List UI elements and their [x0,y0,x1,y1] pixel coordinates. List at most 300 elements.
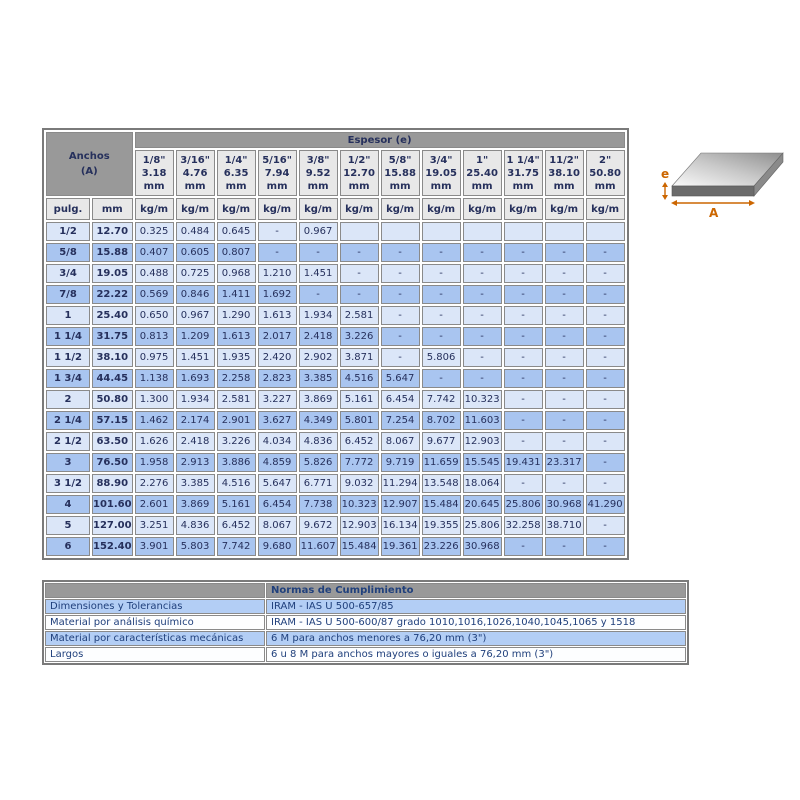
weight-value-cell: 0.846 [176,285,215,304]
weight-value-cell: 0.968 [217,264,256,283]
width-mm-cell: 19.05 [92,264,133,283]
weight-value-cell: 11.294 [381,474,420,493]
width-mm-cell: 88.90 [92,474,133,493]
weight-value-cell: 12.907 [381,495,420,514]
weight-value-cell: 9.719 [381,453,420,472]
width-inch-cell: 1/2 [46,222,90,241]
width-inch-cell: 2 [46,390,90,409]
thickness-header-cell: 3/16" 4.76 mm [176,150,215,196]
weight-value-cell: - [545,348,584,367]
pulg-unit-cell: pulg. [46,198,90,220]
flat-bar-illustration [656,140,800,224]
width-row [46,348,625,367]
weight-value-cell: 1.451 [299,264,338,283]
weight-value-cell: 5.647 [258,474,297,493]
weight-value-cell: 25.806 [504,495,543,514]
weight-value-cell: 3.226 [340,327,379,346]
espesor-header-cell: Espesor (e) [135,132,625,148]
weights-table [42,128,629,560]
width-mm-cell: 50.80 [92,390,133,409]
weight-value-cell: - [504,411,543,430]
weight-value-cell: - [586,306,625,325]
weight-value-cell: - [463,264,502,283]
weight-value-cell: - [422,369,461,388]
weight-value-cell: 9.672 [299,516,338,535]
weight-value-cell: - [545,390,584,409]
weight-value-cell: - [422,264,461,283]
weight-value-cell: 15.545 [463,453,502,472]
weight-value-cell: 2.913 [176,453,215,472]
weight-value-cell: - [545,411,584,430]
weight-value-cell: 2.601 [135,495,174,514]
weight-value-cell: 2.258 [217,369,256,388]
weight-value-cell: 1.411 [217,285,256,304]
normas-label-cell: Material por análisis químico [45,615,265,630]
weight-value-cell: 19.361 [381,537,420,556]
weight-value-cell: 11.607 [299,537,338,556]
weight-value-cell: - [258,243,297,262]
weight-value-cell: 1.935 [217,348,256,367]
normas-table-container [42,580,689,665]
weight-value-cell: 1.462 [135,411,174,430]
weight-value-cell: 15.484 [422,495,461,514]
weight-value-cell: - [504,390,543,409]
weight-value-cell: - [381,285,420,304]
width-inch-cell: 2 1/2 [46,432,90,451]
normas-value-cell: IRAM - IAS U 500-657/85 [266,599,686,614]
thickness-header-cell: 1" 25.40 mm [463,150,502,196]
weight-value-cell: - [381,306,420,325]
weight-value-cell: - [504,243,543,262]
weight-value-cell: 9.032 [340,474,379,493]
weight-value-cell: 1.693 [176,369,215,388]
weight-value-cell: 5.647 [381,369,420,388]
weight-value-cell: - [422,285,461,304]
normas-header-row [45,583,686,598]
weight-value-cell: 8.067 [258,516,297,535]
weight-value-cell: - [463,306,502,325]
weight-value-cell: 1.613 [217,327,256,346]
weight-value-cell: 4.516 [340,369,379,388]
width-mm-cell: 101.60 [92,495,133,514]
weight-value-cell: 3.886 [217,453,256,472]
weight-value-cell: - [545,432,584,451]
width-row [46,222,625,241]
weight-value-cell: - [340,264,379,283]
weight-value-cell: 5.806 [422,348,461,367]
weight-value-cell: 11.603 [463,411,502,430]
weight-value-cell: - [504,474,543,493]
width-mm-cell: 44.45 [92,369,133,388]
weight-value-cell: 1.451 [176,348,215,367]
thickness-header-cell: 1/4" 6.35 mm [217,150,256,196]
weight-value-cell: 2.902 [299,348,338,367]
kgm-unit-cell: kg/m [545,198,584,220]
weight-value-cell: - [545,537,584,556]
weight-value-cell: 30.968 [463,537,502,556]
kgm-unit-cell: kg/m [422,198,461,220]
weight-value-cell: 4.859 [258,453,297,472]
weight-value-cell: 0.807 [217,243,256,262]
kgm-unit-cell: kg/m [258,198,297,220]
weight-value-cell [545,222,584,241]
kgm-unit-cell: kg/m [135,198,174,220]
width-arrow-left-head [671,200,677,206]
weight-value-cell: 3.226 [217,432,256,451]
weight-value-cell: - [586,348,625,367]
weight-value-cell: 6.452 [340,432,379,451]
kgm-unit-cell: kg/m [504,198,543,220]
thickness-arrow-bottom-head [662,195,668,200]
weight-value-cell: 1.290 [217,306,256,325]
weight-value-cell: - [586,285,625,304]
weight-value-cell: 2.420 [258,348,297,367]
weight-value-cell: 5.803 [176,537,215,556]
weight-value-cell: - [299,243,338,262]
weight-value-cell: 0.650 [135,306,174,325]
weight-value-cell: - [422,327,461,346]
bar-front-face [672,186,754,196]
weight-value-cell: - [463,369,502,388]
weight-value-cell: 16.134 [381,516,420,535]
weight-value-cell: 4.034 [258,432,297,451]
width-inch-cell: 3 1/2 [46,474,90,493]
kgm-unit-cell: kg/m [340,198,379,220]
width-row [46,390,625,409]
weight-value-cell [381,222,420,241]
width-row [46,411,625,430]
weight-value-cell: 11.659 [422,453,461,472]
weight-value-cell: 8.702 [422,411,461,430]
weight-value-cell: 2.581 [217,390,256,409]
weight-value-cell: 7.742 [217,537,256,556]
width-mm-cell: 25.40 [92,306,133,325]
weight-value-cell: - [545,285,584,304]
weight-value-cell: - [463,243,502,262]
weight-value-cell: 20.645 [463,495,502,514]
weight-value-cell: - [422,243,461,262]
weight-value-cell: - [586,453,625,472]
weight-value-cell: - [463,348,502,367]
weight-value-cell: 0.725 [176,264,215,283]
width-mm-cell: 15.88 [92,243,133,262]
normas-row [45,631,686,646]
width-row [46,474,625,493]
weight-value-cell: 25.806 [463,516,502,535]
weight-value-cell: - [586,474,625,493]
weight-value-cell: 9.680 [258,537,297,556]
weight-value-cell [586,222,625,241]
weight-value-cell: 0.407 [135,243,174,262]
normas-table [42,580,689,665]
weight-value-cell: - [586,243,625,262]
width-arrow-right-head [749,200,755,206]
weight-value-cell: - [545,243,584,262]
weight-value-cell: 3.251 [135,516,174,535]
width-row [46,264,625,283]
weight-value-cell: 0.645 [217,222,256,241]
weight-value-cell: - [504,327,543,346]
weight-value-cell: 2.901 [217,411,256,430]
width-mm-cell: 12.70 [92,222,133,241]
width-inch-cell: 7/8 [46,285,90,304]
weight-value-cell: 2.581 [340,306,379,325]
width-mm-cell: 31.75 [92,327,133,346]
weight-value-cell: - [545,264,584,283]
width-inch-cell: 1 3/4 [46,369,90,388]
weight-value-cell: 18.064 [463,474,502,493]
weight-value-cell: 0.813 [135,327,174,346]
weight-value-cell: - [504,285,543,304]
weight-value-cell: 3.385 [299,369,338,388]
weight-value-cell: - [299,285,338,304]
kgm-unit-cell: kg/m [586,198,625,220]
width-mm-cell: 57.15 [92,411,133,430]
width-inch-cell: 3/4 [46,264,90,283]
weight-value-cell [463,222,502,241]
normas-empty-header-cell [45,583,265,598]
weight-value-cell: 3.869 [176,495,215,514]
thickness-label: e [661,167,670,181]
thickness-header-cell: 1/2" 12.70 mm [340,150,379,196]
weight-value-cell: 6.454 [381,390,420,409]
weight-value-cell: 2.174 [176,411,215,430]
width-row [46,453,625,472]
width-row [46,495,625,514]
weight-value-cell: - [586,264,625,283]
kgm-unit-cell: kg/m [463,198,502,220]
width-mm-cell: 38.10 [92,348,133,367]
weight-value-cell: 4.836 [299,432,338,451]
weight-value-cell: 10.323 [340,495,379,514]
weight-value-cell: 23.226 [422,537,461,556]
mm-unit-cell: mm [92,198,133,220]
weight-value-cell: 3.871 [340,348,379,367]
normas-label-cell: Material por características mecánicas [45,631,265,646]
weight-value-cell: - [504,264,543,283]
thickness-header-cell: 1/8" 3.18 mm [135,150,174,196]
normas-row [45,615,686,630]
units-row [46,198,625,220]
weight-value-cell: - [381,348,420,367]
weight-value-cell: 3.385 [176,474,215,493]
weight-value-cell: - [545,327,584,346]
weight-value-cell: - [340,243,379,262]
width-row [46,432,625,451]
thickness-header-cell: 5/8" 15.88 mm [381,150,420,196]
weight-value-cell [340,222,379,241]
width-mm-cell: 152.40 [92,537,133,556]
width-inch-cell: 4 [46,495,90,514]
weight-value-cell: 2.276 [135,474,174,493]
weight-value-cell: 1.934 [299,306,338,325]
width-row [46,306,625,325]
width-row [46,369,625,388]
kgm-unit-cell: kg/m [381,198,420,220]
weight-value-cell: 4.349 [299,411,338,430]
weight-value-cell: - [586,327,625,346]
weight-value-cell: - [504,369,543,388]
weight-value-cell: 0.967 [176,306,215,325]
weight-value-cell: 1.626 [135,432,174,451]
weight-value-cell: - [586,390,625,409]
weight-value-cell: 0.484 [176,222,215,241]
weight-value-cell: 5.161 [217,495,256,514]
kgm-unit-cell: kg/m [176,198,215,220]
weight-value-cell: 7.254 [381,411,420,430]
thickness-header-cell: 5/16" 7.94 mm [258,150,297,196]
weight-value-cell: 0.975 [135,348,174,367]
width-inch-cell: 1 1/2 [46,348,90,367]
weight-value-cell: - [463,285,502,304]
weight-value-cell: 0.325 [135,222,174,241]
weight-value-cell: - [586,516,625,535]
width-row [46,537,625,556]
width-inch-cell: 1 1/4 [46,327,90,346]
weight-value-cell: - [545,306,584,325]
width-mm-cell: 76.50 [92,453,133,472]
weight-value-cell: 5.826 [299,453,338,472]
weight-value-cell: 30.968 [545,495,584,514]
weight-value-cell: 1.210 [258,264,297,283]
weight-value-cell: 2.418 [176,432,215,451]
weight-value-cell: 0.569 [135,285,174,304]
kgm-unit-cell: kg/m [217,198,256,220]
normas-value-cell: 6 u 8 M para anchos mayores o iguales a 76,20 mm (3") [266,647,686,662]
weight-value-cell: 3.901 [135,537,174,556]
weight-value-cell: 23.317 [545,453,584,472]
width-mm-cell: 127.00 [92,516,133,535]
weight-value-cell: - [381,327,420,346]
weight-value-cell: 10.323 [463,390,502,409]
thickness-header-cell: 2" 50.80 mm [586,150,625,196]
width-label: A [709,206,719,220]
width-inch-cell: 5/8 [46,243,90,262]
weight-value-cell: 12.903 [340,516,379,535]
width-mm-cell: 22.22 [92,285,133,304]
thickness-header-cell: 11/2" 38.10 mm [545,150,584,196]
weight-value-cell: - [504,537,543,556]
weight-value-cell: 1.209 [176,327,215,346]
weight-value-cell: 8.067 [381,432,420,451]
weight-value-cell: 13.548 [422,474,461,493]
weight-value-cell: 5.801 [340,411,379,430]
normas-label-cell: Largos [45,647,265,662]
anchos-header-cell [46,132,133,196]
weight-value-cell: - [422,306,461,325]
weight-value-cell: 7.772 [340,453,379,472]
weight-value-cell: 3.869 [299,390,338,409]
weight-value-cell: 0.967 [299,222,338,241]
weight-value-cell: - [504,306,543,325]
weight-value-cell: 38.710 [545,516,584,535]
weight-value-cell: 3.227 [258,390,297,409]
width-row [46,285,625,304]
thickness-arrow-top-head [662,182,668,187]
weight-value-cell: 19.431 [504,453,543,472]
weight-value-cell: - [504,348,543,367]
weight-value-cell: 6.454 [258,495,297,514]
weight-value-cell: 9.677 [422,432,461,451]
weight-value-cell: 41.290 [586,495,625,514]
weight-value-cell: 0.488 [135,264,174,283]
normas-value-cell: 6 M para anchos menores a 76,20 mm (3") [266,631,686,646]
weight-value-cell: - [381,264,420,283]
weight-value-cell: 12.903 [463,432,502,451]
weight-value-cell [504,222,543,241]
weight-value-cell: 19.355 [422,516,461,535]
weight-value-cell: - [586,432,625,451]
weight-value-cell: 32.258 [504,516,543,535]
weight-value-cell: 3.627 [258,411,297,430]
weight-value-cell: 7.738 [299,495,338,514]
weight-value-cell: - [463,327,502,346]
header-band-row [46,132,625,148]
thickness-header-cell: 1 1/4" 31.75 mm [504,150,543,196]
width-inch-cell: 5 [46,516,90,535]
weight-value-cell: - [545,369,584,388]
weight-value-cell: 2.823 [258,369,297,388]
weight-value-cell: 1.138 [135,369,174,388]
width-row [46,243,625,262]
weight-value-cell: 2.017 [258,327,297,346]
thickness-header-cell: 3/8" 9.52 mm [299,150,338,196]
weight-value-cell: - [586,411,625,430]
weight-value-cell: 1.958 [135,453,174,472]
weight-value-cell: 4.516 [217,474,256,493]
weight-value-cell: 6.452 [217,516,256,535]
weight-value-cell: 1.613 [258,306,297,325]
weight-value-cell: 5.161 [340,390,379,409]
weight-value-cell: 0.605 [176,243,215,262]
normas-row [45,599,686,614]
flat-bar-diagram [656,140,800,224]
kgm-unit-cell: kg/m [299,198,338,220]
weight-value-cell: 7.742 [422,390,461,409]
thickness-header-row [46,150,625,196]
weight-value-cell: 1.300 [135,390,174,409]
weight-value-cell: - [340,285,379,304]
weight-value-cell: - [381,243,420,262]
width-row [46,516,625,535]
weight-value-cell: - [586,537,625,556]
width-inch-cell: 6 [46,537,90,556]
normas-value-cell: IRAM - IAS U 500-600/87 grado 1010,1016,1026,1040,1045,1065 y 1518 [266,615,686,630]
width-inch-cell: 1 [46,306,90,325]
weight-value-cell: 4.836 [176,516,215,535]
weight-value-cell: - [586,369,625,388]
weight-value-cell: - [545,474,584,493]
anchos-label-line2: (A) [80,166,98,177]
weight-value-cell: 15.484 [340,537,379,556]
weight-value-cell: 1.934 [176,390,215,409]
weight-value-cell: - [504,432,543,451]
width-row [46,327,625,346]
normas-label-cell: Dimensiones y Tolerancias [45,599,265,614]
normas-title-cell: Normas de Cumplimiento [266,583,686,598]
normas-row [45,647,686,662]
width-inch-cell: 3 [46,453,90,472]
weights-table-container [42,128,629,560]
thickness-header-cell: 3/4" 19.05 mm [422,150,461,196]
weight-value-cell: 2.418 [299,327,338,346]
width-mm-cell: 63.50 [92,432,133,451]
weight-value-cell [422,222,461,241]
anchos-label-line1: Anchos [68,151,110,162]
width-inch-cell: 2 1/4 [46,411,90,430]
weight-value-cell: - [258,222,297,241]
weight-value-cell: 1.692 [258,285,297,304]
